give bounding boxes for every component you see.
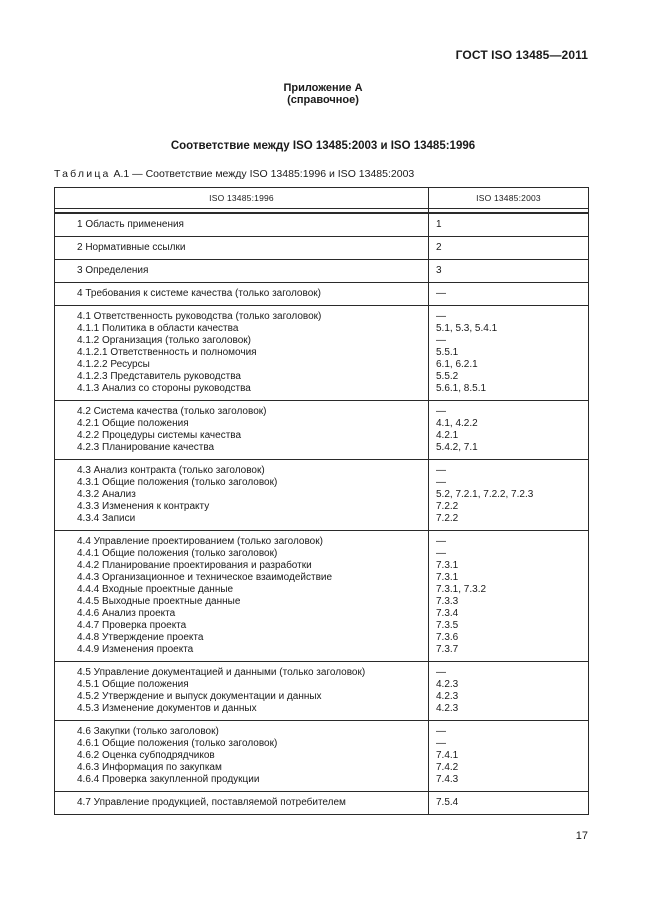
cell-iso-1996	[55, 237, 429, 260]
clause-2003: —	[436, 667, 446, 678]
table-caption-text: А.1 — Соответствие между ISO 13485:1996 и ISO 13485:2003	[110, 168, 415, 180]
cell-iso-2003	[429, 401, 589, 460]
clause-1996: 4.6.2 Оценка субподрядчиков	[77, 750, 215, 761]
clause-2003: —	[436, 726, 446, 737]
clause-1996: 4.1.2.2 Ресурсы	[77, 359, 150, 370]
clause-1996: 4.1 Ответственность руководства (только заголовок)	[77, 311, 322, 322]
cell-iso-2003	[429, 792, 589, 815]
clause-1996: 4.3 Анализ контракта (только заголовок)	[77, 465, 265, 476]
table-row	[55, 662, 589, 721]
clause-2003: 5.2, 7.2.1, 7.2.2, 7.2.3	[436, 489, 534, 500]
clause-1996: 4.1.3 Анализ со стороны руководства	[77, 383, 251, 394]
clause-1996: 4.5.1 Общие положения	[77, 679, 189, 690]
page-number: 17	[575, 830, 588, 842]
clause-1996: 4.5 Управление документацией и данными (только заголовок)	[77, 667, 366, 678]
clause-2003: —	[436, 536, 446, 547]
clause-2003: —	[436, 335, 446, 346]
clause-2003: 7.4.2	[436, 762, 459, 773]
clause-2003: 7.3.7	[436, 644, 459, 655]
clause-1996: 1 Область применения	[77, 219, 184, 230]
clause-1996: 4.5.3 Изменение документов и данных	[77, 703, 257, 714]
clause-2003: 5.6.1, 8.5.1	[436, 383, 487, 394]
clause-1996: 4.4.2 Планирование проектирования и разработки	[77, 560, 312, 571]
cell-iso-2003	[429, 662, 589, 721]
clause-1996: 4.6.1 Общие положения (только заголовок)	[77, 738, 278, 749]
cell-iso-2003	[429, 531, 589, 662]
table-caption-label: Таблица	[54, 168, 111, 180]
cell-iso-1996	[55, 460, 429, 531]
clause-2003: 7.4.1	[436, 750, 459, 761]
cell-iso-1996	[55, 401, 429, 460]
cell-iso-2003	[429, 460, 589, 531]
clause-2003: 5.1, 5.3, 5.4.1	[436, 323, 498, 334]
clause-2003: 5.5.1	[436, 347, 459, 358]
clause-1996: 4.2.2 Процедуры системы качества	[77, 430, 242, 441]
cell-iso-2003	[429, 721, 589, 792]
clause-2003: 7.2.2	[436, 501, 459, 512]
clause-1996: 4.1.2 Организация (только заголовок)	[77, 335, 252, 346]
column-header-iso-2003: ISO 13485:2003	[429, 188, 589, 209]
clause-1996: 4.1.2.1 Ответственность и полномочия	[77, 347, 257, 358]
clause-2003: —	[436, 477, 446, 488]
clause-2003: 7.3.1	[436, 572, 459, 583]
clause-1996: 4.4 Управление проектированием (только заголовок)	[77, 536, 323, 547]
section-heading: Соответствие между ISO 13485:2003 и ISO 13485:1996	[170, 140, 476, 152]
annex-type: (справочное)	[287, 94, 359, 106]
cell-iso-1996	[55, 531, 429, 662]
clause-1996: 3 Определения	[77, 265, 149, 276]
cell-iso-1996	[55, 306, 429, 401]
clause-1996: 4.4.4 Входные проектные данные	[77, 584, 234, 595]
clause-2003: —	[436, 288, 446, 299]
clause-1996: 4.7 Управление продукцией, поставляемой потребителем	[77, 797, 346, 808]
cell-iso-2003	[429, 283, 589, 306]
table-body	[55, 213, 589, 815]
clause-2003: 7.3.3	[436, 596, 459, 607]
standard-code: ГОСТ ISO 13485—2011	[455, 48, 588, 62]
table-row	[55, 237, 589, 260]
clause-1996: 4.4.5 Выходные проектные данные	[77, 596, 241, 607]
table-row	[55, 283, 589, 306]
clause-2003: —	[436, 311, 446, 322]
clause-1996: 4.4.8 Утверждение проекта	[77, 632, 204, 643]
clause-1996: 4.3.4 Записи	[77, 513, 136, 524]
correspondence-table	[54, 187, 589, 815]
clause-1996: 4.4.1 Общие положения (только заголовок)	[77, 548, 278, 559]
column-header-iso-1996: ISO 13485:1996	[55, 188, 429, 209]
clause-2003: 3	[436, 265, 442, 276]
clause-1996: 4.2 Система качества (только заголовок)	[77, 406, 267, 417]
table-row	[55, 401, 589, 460]
clause-1996: 4.3.3 Изменения к контракту	[77, 501, 210, 512]
clause-2003: 7.2.2	[436, 513, 459, 524]
cell-iso-2003	[429, 213, 589, 237]
clause-2003: 7.4.3	[436, 774, 459, 785]
clause-2003: 5.5.2	[436, 371, 459, 382]
clause-1996: 2 Нормативные ссылки	[77, 242, 186, 253]
table-row	[55, 792, 589, 815]
cell-iso-1996	[55, 283, 429, 306]
clause-2003: 5.4.2, 7.1	[436, 442, 478, 453]
clause-2003: 4.1, 4.2.2	[436, 418, 478, 429]
clause-1996: 4.1.1 Политика в области качества	[77, 323, 239, 334]
clause-2003: 4.2.3	[436, 691, 459, 702]
cell-iso-1996	[55, 213, 429, 237]
clause-1996: 4.6.3 Информация по закупкам	[77, 762, 222, 773]
cell-iso-2003	[429, 237, 589, 260]
clause-2003: 2	[436, 242, 442, 253]
table-row	[55, 531, 589, 662]
clause-1996: 4.2.3 Планирование качества	[77, 442, 215, 453]
clause-1996: 4.3.1 Общие положения (только заголовок)	[77, 477, 278, 488]
cell-iso-1996	[55, 721, 429, 792]
table-caption	[54, 168, 414, 180]
cell-iso-1996	[55, 662, 429, 721]
annex-title: Приложение А	[283, 82, 363, 94]
table-row	[55, 213, 589, 237]
table-row	[55, 460, 589, 531]
clause-1996: 4.4.6 Анализ проекта	[77, 608, 176, 619]
clause-1996: 4.5.2 Утверждение и выпуск документации и данных	[77, 691, 322, 702]
clause-2003: —	[436, 465, 446, 476]
table-row	[55, 260, 589, 283]
clause-2003: 7.5.4	[436, 797, 459, 808]
clause-2003: 7.3.1	[436, 560, 459, 571]
clause-2003: 4.2.3	[436, 703, 459, 714]
clause-1996: 4.1.2.3 Представитель руководства	[77, 371, 241, 382]
clause-1996: 4.6.4 Проверка закупленной продукции	[77, 774, 260, 785]
clause-2003: —	[436, 738, 446, 749]
table-row	[55, 721, 589, 792]
clause-1996: 4 Требования к системе качества (только заголовок)	[77, 288, 321, 299]
clause-2003: —	[436, 548, 446, 559]
clause-2003: 7.3.6	[436, 632, 459, 643]
clause-2003: 7.3.4	[436, 608, 459, 619]
cell-iso-1996	[55, 260, 429, 283]
cell-iso-2003	[429, 306, 589, 401]
clause-1996: 4.4.7 Проверка проекта	[77, 620, 187, 631]
clause-2003: 4.2.1	[436, 430, 459, 441]
cell-iso-1996	[55, 792, 429, 815]
clause-1996: 4.4.3 Организационное и техническое взаимодействие	[77, 572, 333, 583]
clause-1996: 4.3.2 Анализ	[77, 489, 136, 500]
clause-2003: 6.1, 6.2.1	[436, 359, 478, 370]
table-row	[55, 306, 589, 401]
clause-1996: 4.2.1 Общие положения	[77, 418, 189, 429]
clause-2003: 1	[436, 219, 442, 230]
clause-1996: 4.6 Закупки (только заголовок)	[77, 726, 219, 737]
clause-2003: 7.3.5	[436, 620, 459, 631]
clause-2003: —	[436, 406, 446, 417]
clause-2003: 4.2.3	[436, 679, 459, 690]
clause-2003: 7.3.1, 7.3.2	[436, 584, 487, 595]
cell-iso-2003	[429, 260, 589, 283]
clause-1996: 4.4.9 Изменения проекта	[77, 644, 194, 655]
